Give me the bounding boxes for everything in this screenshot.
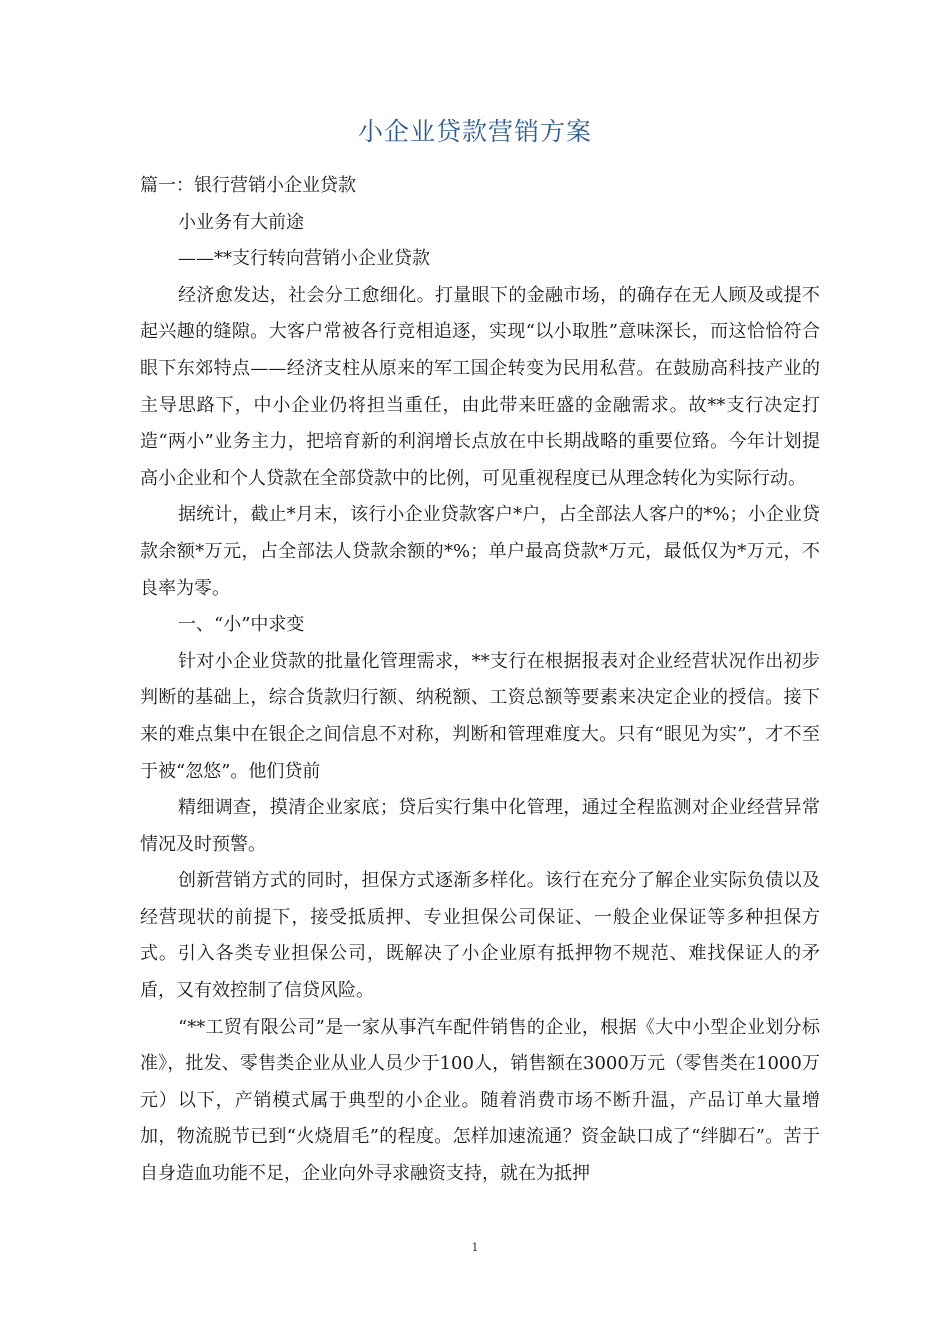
- paragraph: 据统计，截止*月末，该行小企业贷款客户*户，占全部法人客户的*%；小企业贷款余额*万元，占全部法人贷款余额的*%；单户最高贷款*万元，最低仅为*万元，不良率为零。: [140, 504, 820, 599]
- page-number: 1: [471, 1241, 479, 1254]
- paragraph: 精细调查，摸清企业家底；贷后实行集中化管理，通过全程监测对企业经营异常情况及时预警。: [140, 797, 820, 855]
- paragraph: ——**支行转向营销小企业贷款: [178, 248, 430, 270]
- section-heading: 一、“小”中求变: [178, 614, 305, 636]
- document-title: 小企业贷款营销方案: [357, 117, 592, 146]
- paragraph: 篇一：银行营销小企业贷款: [140, 175, 356, 196]
- paragraph: “**工贸有限公司”是一家从事汽车配件销售的企业，根据《大中小型企业划分标准》，批发、零售类企业从业人员少于100人，销售额在3000万元（零售类在1000万元）以下，产销模式属于典型的小企业。随着消费市场不断升温，产品订单大量增加，物流脱节已到“火烧眉毛”的程度。怎样加速流通？资金缺口成了“绊脚石”。苦于自身造血功能不足，企业向外寻求融资支持，就在为抵押: [140, 1016, 820, 1185]
- paragraph: 创新营销方式的同时，担保方式逐渐多样化。该行在充分了解企业实际负债以及经营现状的前提下，接受抵质押、专业担保公司保证、一般企业保证等多种担保方式。引入各类专业担保公司，既解决了小企业原有抵押物不规范、难找保证人的矛盾，又有效控制了信贷风险。: [140, 870, 820, 1002]
- paragraph: 针对小企业贷款的批量化管理需求，**支行在根据报表对企业经营状况作出初步判断的基础上，综合货款归行额、纳税额、工资总额等要素来决定企业的授信。接下来的难点集中在银企之间信息不对称，判断和管理难度大。只有“眼见为实”，才不至于被“忽悠”。他们贷前: [140, 650, 820, 782]
- document-body: [140, 168, 820, 1193]
- paragraph: 经济愈发达，社会分工愈细化。打量眼下的金融市场，的确存在无人顾及或提不起兴趣的缝隙。大客户常被各行竞相追逐，实现“以小取胜”意味深长，而这恰恰符合眼下东郊特点——经济支柱从原来的军工国企转变为民用私营。在鼓励高科技产业的主导思路下，中小企业仍将担当重任，由此带来旺盛的金融需求。故**支行决定打造“两小”业务主力，把培育新的利润增长点放在中长期战略的重要位臵。今年计划提高小企业和个人贷款在全部贷款中的比例，可见重视程度已从理念转化为实际行动。: [140, 284, 820, 489]
- paragraph: 小业务有大前途: [178, 211, 304, 233]
